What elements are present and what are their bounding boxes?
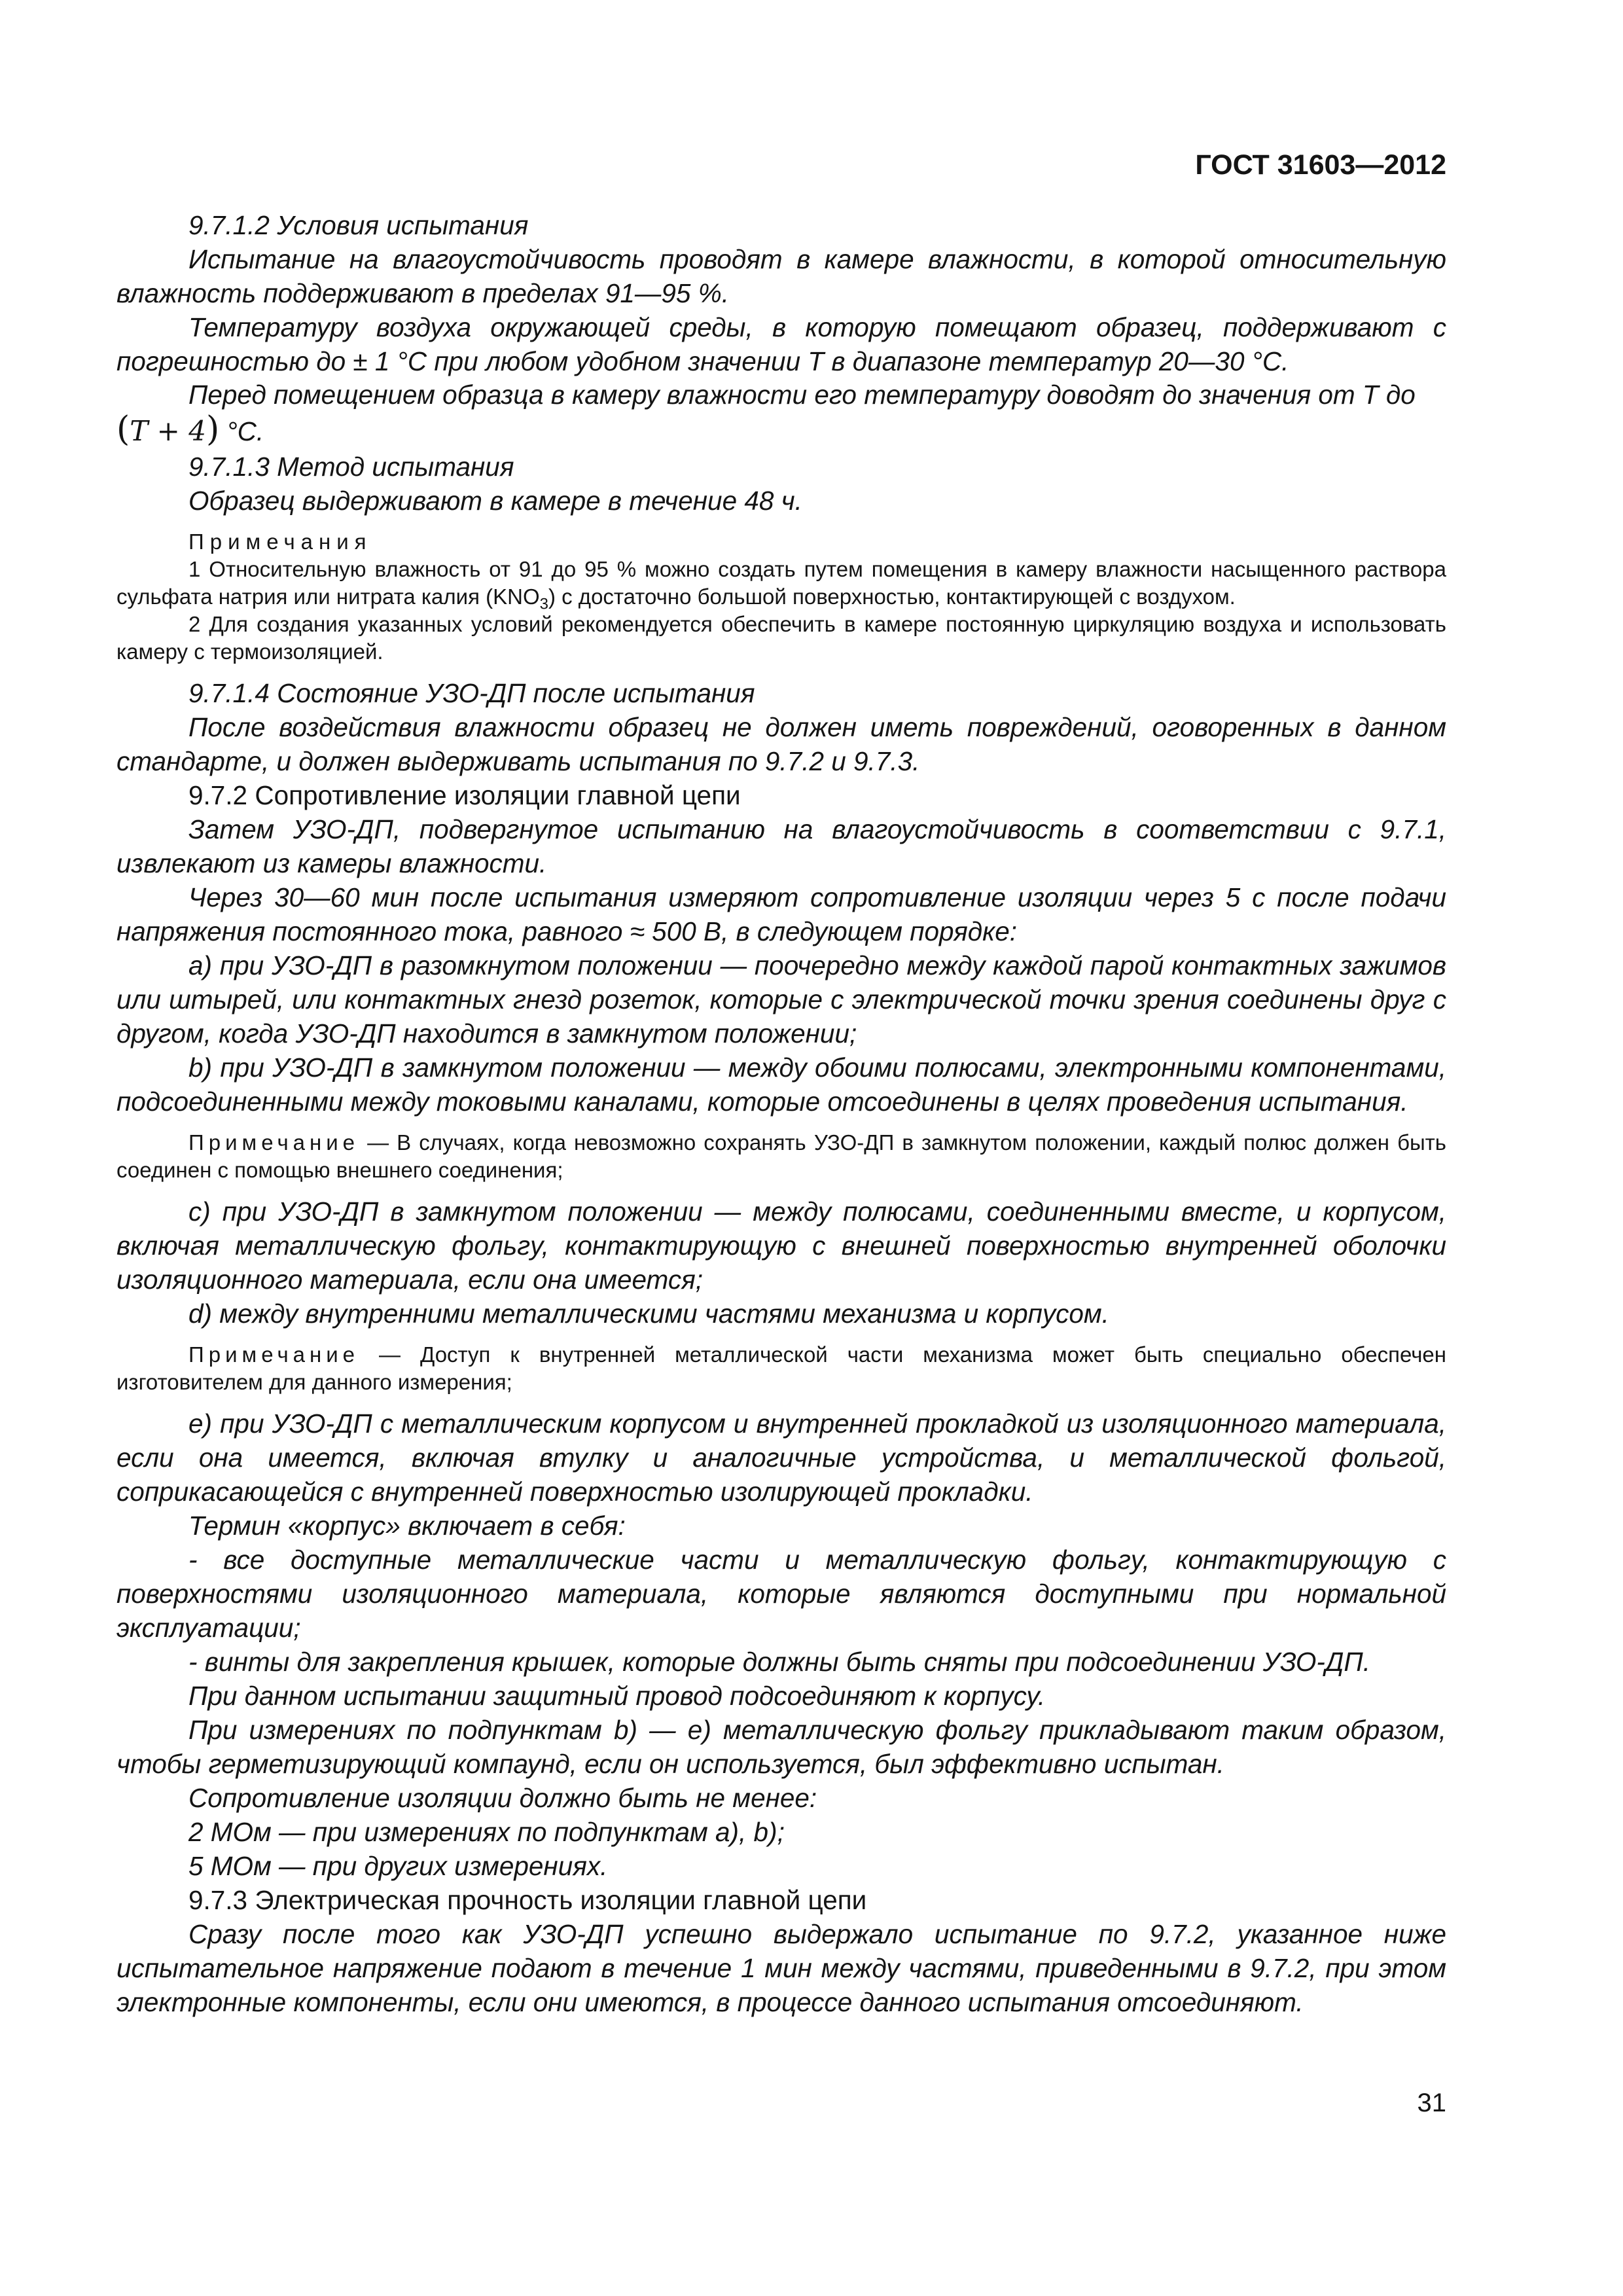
note-item-b-text: — В случаях, когда невозможно сохранять УЗО-ДП в замкнутом положении, каждый полюс должен быть соединен с помощью внешнего соединения; bbox=[116, 1130, 1446, 1182]
section-9-7-1-3-heading: 9.7.1.3 Метод испытания bbox=[188, 452, 514, 482]
document-body bbox=[116, 208, 1446, 2019]
list-item-b: b) при УЗО-ДП в замкнутом положении — между обоими полюсами, электронными компонентами, подсоединенными между токовыми каналами, которые отсоединены в целях проведения испытания. bbox=[116, 1052, 1446, 1117]
formula-unit: °С. bbox=[219, 416, 264, 446]
note-2: 2 Для создания указанных условий рекомендуется обеспечить в камере постоянную циркуляцию воздуха и использовать камеру с термоизоляцией. bbox=[116, 612, 1446, 664]
section-9-7-1-4-heading: 9.7.1.4 Состояние УЗО-ДП после испытания bbox=[188, 678, 755, 708]
note-1 bbox=[116, 556, 1446, 611]
page-number: 31 bbox=[1417, 2089, 1446, 2117]
section-9-7-2-heading: 9.7.2 Сопротивление изоляции главной цепи bbox=[188, 780, 741, 810]
note-1-subscript: 3 bbox=[539, 595, 548, 613]
note-item-b bbox=[116, 1129, 1446, 1184]
temperature-formula-line bbox=[116, 411, 1446, 450]
formula-close-paren: ) bbox=[205, 410, 220, 449]
list-item-d: d) между внутренними металлическими частями механизма и корпусом. bbox=[188, 1299, 1109, 1329]
note-item-d bbox=[116, 1341, 1446, 1396]
term-housing-item-1: - все доступные металлические части и металлическую фольгу, контактирующую с поверхностями изоляционного материала, которые являются доступными при нормальной эксплуатации; bbox=[116, 1545, 1446, 1643]
note-item-d-label: Примечание bbox=[188, 1342, 360, 1367]
paragraph-exposure-time: Образец выдерживают в камере в течение 48 ч. bbox=[188, 486, 802, 516]
note-1-text-end: ) с достаточно большой поверхностью, контактирующей с воздухом. bbox=[548, 584, 1236, 609]
paragraph-post-test-state: После воздействия влажности образец не должен иметь повреждений, оговоренных в данном стандарте, и должен выдерживать испытания по 9.7.2 и 9.7.3. bbox=[116, 712, 1446, 776]
note-1-text-start: 1 Относительную влажность от 91 до 95 % можно создать путем помещения в камеру влажности насыщенного раствора сульфата натрия или нитрата калия (KNO bbox=[116, 557, 1446, 609]
paragraph-dielectric-strength: Сразу после того как УЗО-ДП успешно выдержало испытание по 9.7.2, указанное ниже испытательное напряжение подают в течение 1 мин между частями, приведенными в 9.7.2, при этом электронные компоненты, если они имеются, в процессе данного испытания отсоединяют. bbox=[116, 1919, 1446, 2017]
list-item-e: e) при УЗО-ДП с металлическим корпусом и внутренней прокладкой из изоляционного материала, если она имеется, включая втулку и аналогичные устройства, и металлической фольгой, соприкасающейся с внутренней поверхностью изолирующей прокладки. bbox=[116, 1408, 1446, 1507]
temperature-formula bbox=[116, 410, 220, 449]
section-9-7-3-heading: 9.7.3 Электрическая прочность изоляции главной цепи bbox=[188, 1885, 867, 1915]
term-housing-item-2: - винты для закрепления крышек, которые должны быть сняты при подсоединении УЗО-ДП. bbox=[188, 1647, 1371, 1677]
paragraph-humidity-chamber: Испытание на влагоустойчивость проводят в камере влажности, в которой относительную влажность поддерживают в пределах 91—95 %. bbox=[116, 244, 1446, 308]
note-item-b-label: Примечание bbox=[188, 1130, 360, 1155]
paragraph-measurement-order: Через 30—60 мин после испытания измеряют сопротивление изоляции через 5 с после подачи напряжения постоянного тока, равного ≈ 500 В, в следующем порядке: bbox=[116, 882, 1446, 946]
formula-expression: T + 4 bbox=[130, 415, 206, 447]
paragraph-remove-from-chamber: Затем УЗО-ДП, подвергнутое испытанию на влагоустойчивость в соответствии с 9.7.1, извлекают из камеры влажности. bbox=[116, 814, 1446, 878]
note-item-d-text: — Доступ к внутренней металлической части механизма может быть специально обеспечен изготовителем для данного измерения; bbox=[116, 1342, 1446, 1394]
formula-open-paren: ( bbox=[116, 410, 130, 449]
term-housing-intro: Термин «корпус» включает в себя: bbox=[188, 1511, 626, 1541]
paragraph-sample-temperature bbox=[116, 378, 1446, 411]
paragraph-ambient-temperature: Температуру воздуха окружающей среды, в которую помещают образец, поддерживают с погрешностью до ± 1 °С при любом удобном значении T в диапазоне температур 20—30 °С. bbox=[116, 312, 1446, 376]
sample-temperature-text: Перед помещением образца в камеру влажности его температуру доводят до значения от T до bbox=[188, 380, 1416, 410]
list-item-c: c) при УЗО-ДП в замкнутом положении — между полюсами, соединенными вместе, и корпусом, включая металлическую фольгу, контактирующую с внешней поверхностью внутренней оболочки изоляционного материала, если она имеется; bbox=[116, 1196, 1446, 1295]
requirement-2-mohm: 2 МОм — при измерениях по подпунктам a), b); bbox=[188, 1817, 785, 1847]
section-9-7-1-2-heading: 9.7.1.2 Условия испытания bbox=[188, 210, 529, 240]
requirement-5-mohm: 5 МОм — при других измерениях. bbox=[188, 1851, 608, 1881]
paragraph-foil-application: При измерениях по подпунктам b) — e) металлическую фольгу прикладывают таким образом, чтобы герметизирующий компаунд, если он используется, был эффективно испытан. bbox=[116, 1715, 1446, 1779]
notes-title: Примечания bbox=[188, 529, 372, 554]
document-number-header: ГОСТ 31603—2012 bbox=[1195, 149, 1446, 181]
list-item-a: a) при УЗО-ДП в разомкнутом положении — поочередно между каждой парой контактных зажимов или штырей, или контактных гнезд розеток, которые с электрической точки зрения соединены друг с другом, когда УЗО-ДП находится в замкнутом положении; bbox=[116, 950, 1446, 1049]
paragraph-min-resistance: Сопротивление изоляции должно быть не менее: bbox=[188, 1783, 817, 1813]
paragraph-protective-conductor: При данном испытании защитный провод подсоединяют к корпусу. bbox=[188, 1681, 1046, 1711]
